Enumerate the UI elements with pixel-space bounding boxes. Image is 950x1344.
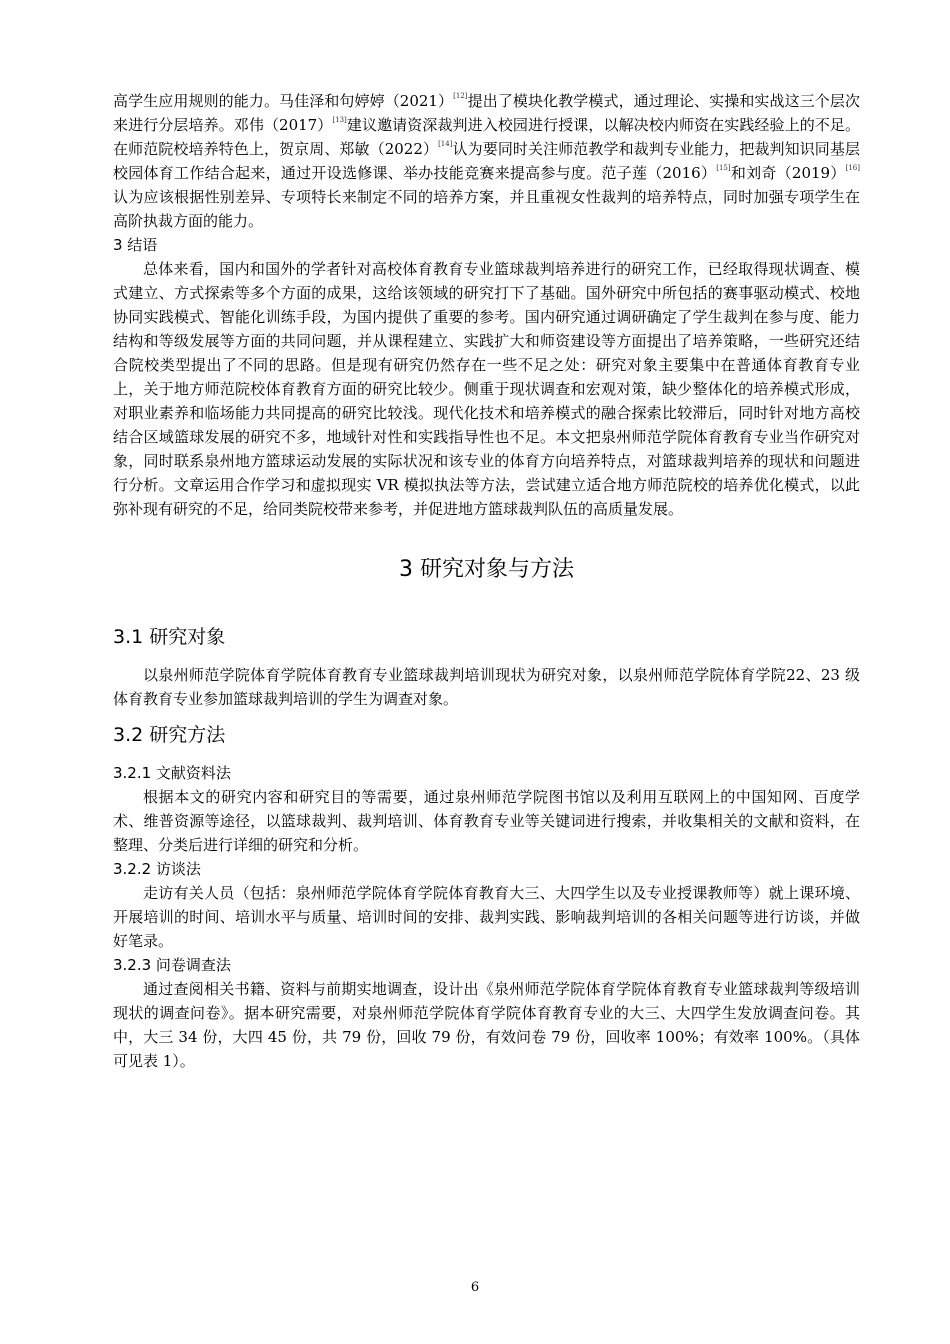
- chapter-title: 3 研究对象与方法: [399, 557, 574, 582]
- intro-text-5: 和刘奇（2019）: [730, 164, 846, 182]
- subsection-3-2-3-heading: 3.2.3 问卷调查法: [113, 956, 231, 974]
- page-number: 6: [470, 1280, 480, 1295]
- citation-ref-12[interactable]: [12]: [453, 92, 468, 100]
- subsection-3-2-1-body: 根据本文的研究内容和研究目的等需要，通过泉州师范学院图书馆以及利用互联网上的中国知网、百度学术、维普资源等途径，以篮球裁判、裁判培训、体育教育专业等关键词进行搜索，并收集相关的文献和资料，在整理、分类后进行详细的研究和分析。: [113, 788, 860, 854]
- subsection-3-2-2-body: 走访有关人员（包括：泉州师范学院体育学院体育教育大三、大四学生以及专业授课教师等）就上课环境、开展培训的时间、培训水平与质量、培训时间的安排、裁判实践、影响裁判培训的各相关问题等进行访谈，并做好笔录。: [113, 884, 860, 950]
- citation-ref-16[interactable]: [16]: [845, 164, 860, 172]
- section-3-2-heading: 3.2 研究方法: [113, 724, 226, 746]
- conclusion-body: 总体来看，国内和国外的学者针对高校体育教育专业篮球裁判培养进行的研究工作，已经取得现状调查、模式建立、方式探索等多个方面的成果，这给该领域的研究打下了基础。国外研究中所包括的赛事驱动模式、校地协同实践模式、智能化训练手段，为国内提供了重要的参考。国内研究通过调研确定了学生裁判在参与度、能力结构和等级发展等方面的共同问题，并从课程建立、实践扩大和师资建设等方面提出了培养策略，一些研究还结合院校类型提出了不同的思路。但是现有研究仍然存在一些不足之处：研究对象主要集中在普通体育教育专业上，关于地方师范院校体育教育方面的研究比较少。侧重于现状调查和宏观对策，缺少整体化的培养模式形成，对职业素养和临场能力共同提高的研究比较浅。现代化技术和培养模式的融合探索比较滞后，同时针对地方高校结合区域篮球发展的研究不多，地域针对性和实践指导性也不足。本文把泉州师范学院体育教育专业当作研究对象，同时联系泉州地方篮球运动发展的实际状况和该专业的体育方向培养特点，对篮球裁判培养的现状和问题进行分析。文章运用合作学习和虚拟现实 VR 模拟执法等方法，尝试建立适合地方师范院校的培养优化模式，以此弥补现有研究的不足，给同类院校带来参考，并促进地方篮球裁判队伍的高质量发展。: [113, 260, 860, 518]
- intro-text-6: 认为应该根据性别差异、专项特长来制定不同的培养方案，并且重视女性裁判的培养特点，同时加强专项学生在高阶执裁方面的能力。: [113, 188, 860, 230]
- citation-ref-14[interactable]: [14]: [438, 140, 453, 148]
- subsection-3-2-2-heading: 3.2.2 访谈法: [113, 860, 201, 878]
- subsection-3-2-1-heading: 3.2.1 文献资料法: [113, 764, 231, 782]
- intro-text-3: 建议邀请资深裁判进入校园进行授课，以解决校内师资在实践经验上的不足。在师范院校培养特色上，贺京周、郑敏（2022）: [113, 116, 860, 158]
- conclusion-heading: 3 结语: [113, 236, 158, 254]
- intro-text-1: 高学生应用规则的能力。马佳泽和句婷婷（2021）: [113, 92, 454, 110]
- intro-text-2: 提出了模块化教学模式，通过理论、实操和实战这三个层次来进行分层培养。邓伟（2017）: [113, 92, 860, 134]
- citation-ref-15[interactable]: [15]: [716, 164, 731, 172]
- intro-paragraph: [113, 89, 860, 233]
- subsection-3-2-3-body: 通过查阅相关书籍、资料与前期实地调查，设计出《泉州师范学院体育学院体育教育专业篮球裁判等级培训现状的调查问卷》。据本研究需要，对泉州师范学院体育学院体育教育专业的大三、大四学生发放调查问卷。其中，大三 34 份，大四 45 份，共 79 份，回收 79 份，有效问卷 79 份，回收率 100%；有效率 100%。（具体可见表 1）。: [113, 980, 860, 1070]
- section-3-1-body: 以泉州师范学院体育学院体育教育专业篮球裁判培训现状为研究对象，以泉州师范学院体育学院22、23 级体育教育专业参加篮球裁判培训的学生为调查对象。: [113, 666, 860, 708]
- intro-text-4: 认为要同时关注师范教学和裁判专业能力，把裁判知识同基层校园体育工作结合起来，通过开设选修课、举办技能竞赛来提高参与度。范子莲（2016）: [113, 140, 860, 182]
- page-content: [113, 89, 860, 1073]
- citation-ref-13[interactable]: [13]: [332, 116, 347, 124]
- section-3-1-heading: 3.1 研究对象: [113, 626, 226, 648]
